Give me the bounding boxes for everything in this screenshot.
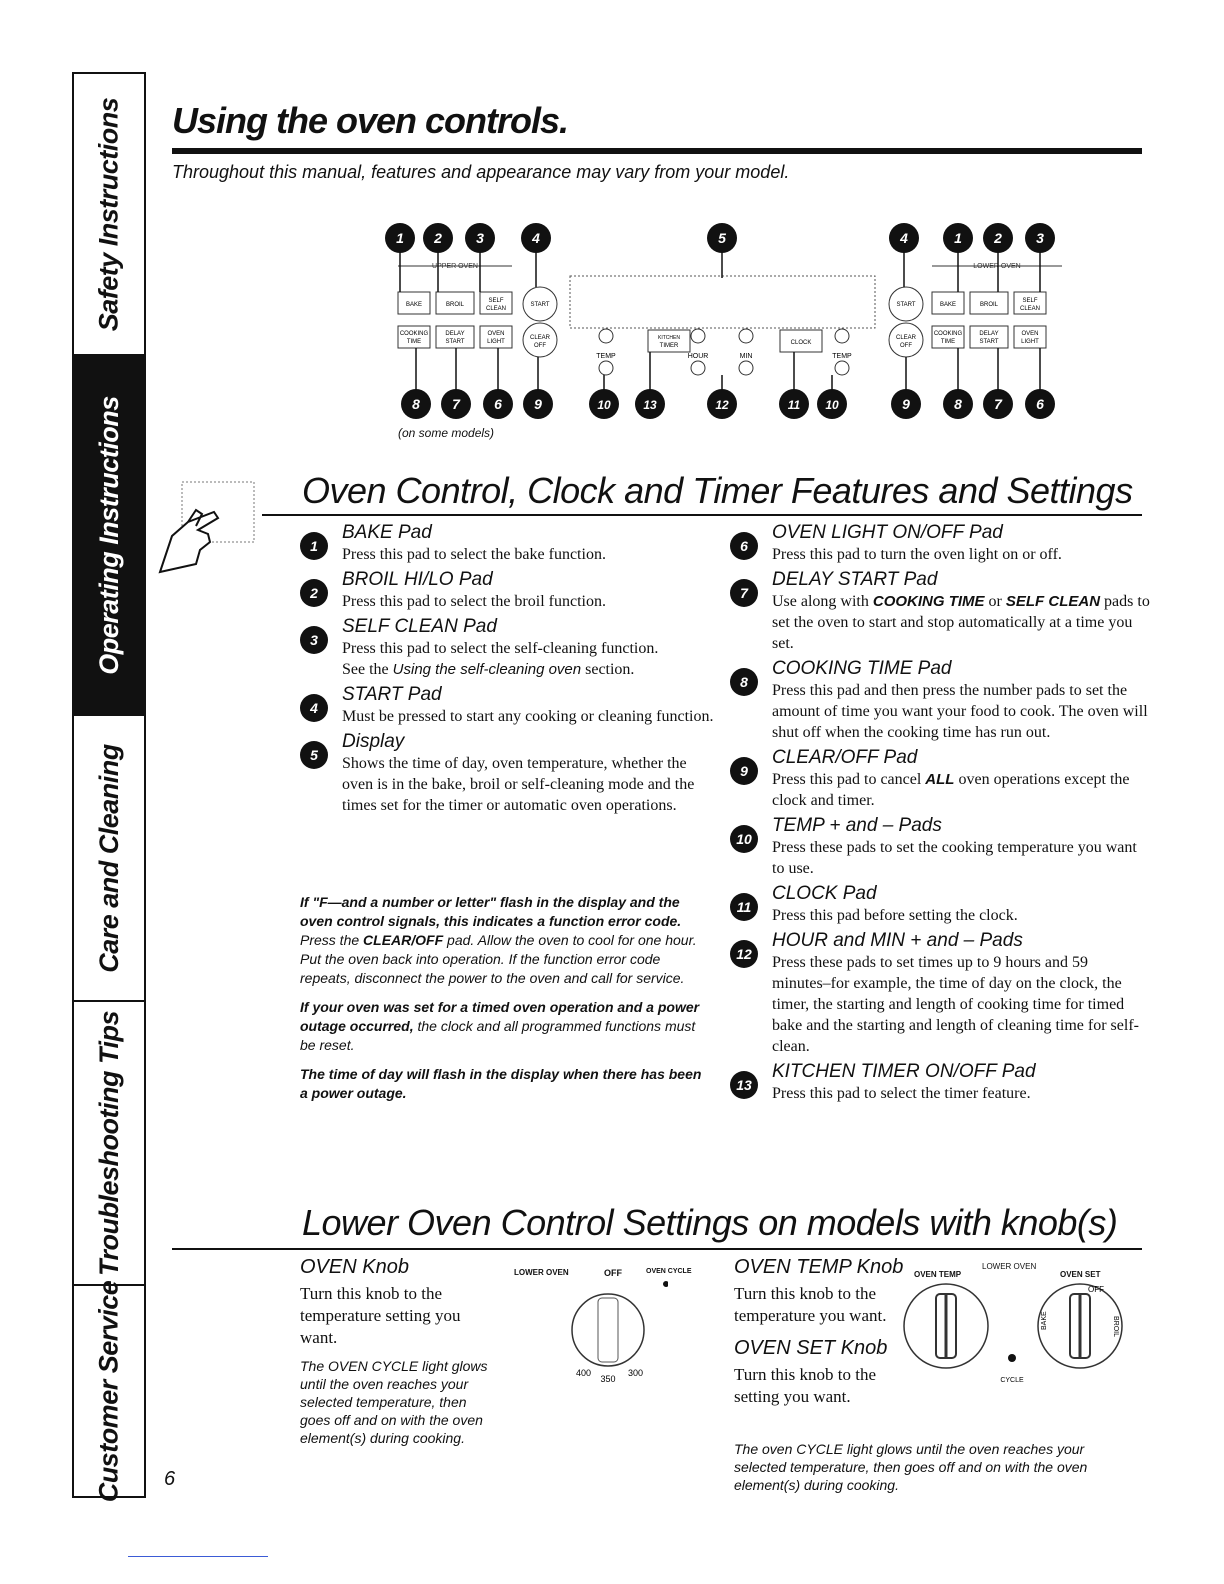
tab-label: Troubleshooting Tips	[93, 1010, 124, 1276]
oven-temp-knob-icon	[904, 1284, 988, 1368]
feature-number: 11	[730, 893, 758, 921]
svg-text:OVEN: OVEN	[487, 331, 505, 337]
feature-item	[730, 522, 1150, 565]
oven-knob-name: OVEN Knob	[300, 1256, 409, 1278]
oven-knob-note: The OVEN CYCLE light glows until the oven reaches your selected temperature, then goes off and on with the oven element(s) during cooking.	[300, 1358, 488, 1446]
control-panel-diagram	[380, 218, 1070, 458]
feature-name: HOUR and MIN + and – Pads	[772, 930, 1023, 951]
top-callout-label: 1	[396, 230, 404, 246]
svg-text:DELAY: DELAY	[445, 331, 465, 337]
bottom-callout-label: 6	[1036, 396, 1044, 412]
feature-item	[730, 815, 1150, 879]
svg-text:TEMP: TEMP	[832, 353, 852, 360]
svg-text:CLOCK: CLOCK	[790, 340, 812, 346]
top-callout-label: 2	[434, 230, 442, 246]
svg-text:BAKE: BAKE	[405, 302, 423, 308]
svg-text:BAKE: BAKE	[1041, 1311, 1048, 1330]
page-number: 6	[164, 1468, 176, 1490]
panel-note: (on some models)	[398, 426, 495, 440]
section-tabs	[72, 72, 146, 1502]
features-right-column	[730, 522, 1150, 1108]
feature-name: BAKE Pad	[342, 522, 432, 543]
svg-text:HOUR: HOUR	[687, 353, 709, 360]
top-callout-label: 3	[1036, 230, 1044, 246]
oven-knob-desc: Turn this knob to the temperature setting you want.	[300, 1284, 461, 1347]
svg-text:SELF: SELF	[1022, 298, 1038, 304]
bottom-callout-label: 10	[825, 398, 839, 412]
svg-text:START: START	[896, 302, 916, 308]
svg-text:BAKE: BAKE	[939, 302, 957, 308]
bottom-callout-label: 8	[412, 396, 420, 412]
feature-item	[730, 658, 1150, 743]
oven-knob-illustration: LOWER OVEN OFF OVEN CYCLE 350 400 300	[508, 1262, 708, 1392]
lower-oven-label: LOWER OVEN	[973, 263, 1021, 270]
features-left-column	[300, 522, 720, 820]
oven-set-knob-name: OVEN SET Knob	[734, 1337, 888, 1359]
svg-text:CLEAR: CLEAR	[529, 335, 551, 341]
svg-text:OVEN: OVEN	[1021, 331, 1039, 337]
footer-line	[128, 1556, 268, 1557]
svg-text:TIMER: TIMER	[659, 343, 679, 349]
svg-text:START: START	[445, 339, 465, 345]
svg-text:CYCLE: CYCLE	[1000, 1377, 1024, 1384]
svg-text:LIGHT: LIGHT	[487, 339, 505, 345]
feature-desc: Press this pad before setting the clock.	[772, 907, 1018, 924]
feature-number: 5	[300, 741, 328, 769]
top-callout-label: 1	[954, 230, 962, 246]
bottom-callout-label: 10	[597, 398, 611, 412]
feature-number: 1	[300, 532, 328, 560]
oven-set-knob-desc: Turn this knob to the setting you want.	[734, 1365, 877, 1406]
svg-text:CLEAR: CLEAR	[895, 335, 917, 341]
svg-text:SELF: SELF	[488, 298, 504, 304]
feature-item	[300, 731, 720, 816]
bottom-callout-label: 9	[534, 396, 542, 412]
feature-desc: Shows the time of day, oven temperature, whether the oven is in the bake, broil or self-cleaning mode and the times set for the timer or automatic oven operations.	[342, 755, 695, 814]
svg-text:OFF: OFF	[534, 343, 546, 349]
feature-item	[730, 930, 1150, 1057]
top-callout-label: 4	[532, 230, 540, 246]
svg-text:300: 300	[628, 1368, 644, 1378]
oven-knob-block	[300, 1256, 500, 1447]
feature-name: START Pad	[342, 684, 442, 705]
knob-heading: Lower Oven Control Settings on models with knob(s)	[302, 1202, 1118, 1243]
feature-item	[730, 1061, 1150, 1104]
tab-label: Operating Instructions	[93, 395, 124, 675]
page-title: Using the oven controls.	[172, 100, 569, 141]
oven-set-knob-icon	[1038, 1284, 1122, 1368]
oven-knob-dial-icon	[548, 1278, 668, 1388]
feature-item	[300, 569, 720, 612]
page-subtitle: Throughout this manual, features and appearance may vary from your model.	[172, 162, 790, 182]
notes-block	[300, 893, 710, 1113]
note-error-code: If "F—and a number or letter" flash in the display and the oven control signals, this indicates a function error code. Press the CLEAR/OFF pad. Allow the oven to cool for one hour. Put the oven back into operation. If the function error code repeats, disconnect the power to the oven and call for service.	[300, 894, 697, 986]
oven-set-knob-note: The oven CYCLE light glows until the oven reaches your selected temperature, then goes off and on with the oven element(s) during cooking.	[734, 1441, 1088, 1493]
feature-name: COOKING TIME Pad	[772, 658, 952, 679]
knob-rule	[172, 1248, 1142, 1250]
bottom-callout-label: 12	[715, 398, 729, 412]
feature-name: CLEAR/OFF Pad	[772, 747, 918, 768]
svg-text:TEMP: TEMP	[596, 353, 616, 360]
svg-text:BROIL: BROIL	[1112, 1316, 1119, 1338]
feature-number: 13	[730, 1071, 758, 1099]
feature-item	[300, 522, 720, 565]
tab-customer-service[interactable]	[74, 1280, 144, 1502]
svg-text:CLEAN: CLEAN	[485, 306, 507, 312]
top-callout-label: 4	[900, 230, 908, 246]
top-callout-label: 5	[718, 230, 726, 246]
oven-temp-knob-block	[734, 1256, 904, 1408]
svg-text:TIME: TIME	[940, 339, 956, 345]
oven-temp-knob-desc: Turn this knob to the temperature you want.	[734, 1284, 887, 1325]
svg-text:400: 400	[576, 1368, 592, 1378]
features-rule	[262, 514, 1142, 516]
feature-desc-ref: See the Using the self-cleaning oven section.	[342, 661, 635, 678]
tab-label: Safety Instructions	[93, 97, 124, 331]
cycle-light-icon	[1008, 1354, 1016, 1362]
feature-number: 6	[730, 532, 758, 560]
feature-number: 3	[300, 626, 328, 654]
feature-name: SELF CLEAN Pad	[342, 616, 497, 637]
svg-text:OFF: OFF	[1088, 1285, 1104, 1294]
feature-desc: Press this pad to cancel ALL oven operations except the clock and timer.	[772, 771, 1130, 809]
upper-oven-label: UPPER OVEN	[432, 263, 478, 270]
feature-number: 12	[730, 940, 758, 968]
tab-label: Customer Service	[93, 1280, 124, 1502]
svg-text:DELAY: DELAY	[979, 331, 999, 337]
feature-number: 4	[300, 694, 328, 722]
feature-desc: Press this pad to select the timer feature.	[772, 1085, 1031, 1102]
display-window	[570, 276, 875, 328]
feature-name: OVEN LIGHT ON/OFF Pad	[772, 522, 1003, 543]
bottom-callout-label: 9	[902, 396, 910, 412]
svg-text:TIME: TIME	[406, 339, 422, 345]
top-callout-label: 3	[476, 230, 484, 246]
bottom-callout-label: 8	[954, 396, 962, 412]
oven-temp-set-knobs-illustration: OVEN TEMP LOWER OVEN OVEN SET CYCLE OFF BAKE BROIL	[900, 1262, 1140, 1402]
feature-number: 10	[730, 825, 758, 853]
feature-name: BROIL HI/LO Pad	[342, 569, 493, 590]
title-rule	[172, 148, 1142, 154]
svg-text:CLEAN: CLEAN	[1019, 306, 1041, 312]
svg-text:LIGHT: LIGHT	[1021, 339, 1039, 345]
bottom-callout-label: 6	[494, 396, 502, 412]
note-power-outage: If your oven was set for a timed oven operation and a power outage occurred, the clock and all programmed functions must be reset.	[300, 999, 700, 1053]
feature-item	[730, 747, 1150, 811]
feature-desc: Press this pad and then press the number pads to set the amount of time you want your food to cook. The oven will shut off when the cooking time has run out.	[772, 682, 1148, 741]
svg-text:MIN: MIN	[739, 353, 753, 360]
tab-operating-instructions[interactable]	[74, 356, 144, 716]
tab-troubleshooting-tips[interactable]	[74, 1002, 144, 1286]
feature-name: DELAY START Pad	[772, 569, 938, 590]
feature-item	[300, 684, 720, 727]
svg-text:START: START	[979, 339, 999, 345]
svg-text:350: 350	[600, 1374, 616, 1384]
feature-number: 2	[300, 579, 328, 607]
features-heading: Oven Control, Clock and Timer Features and Settings	[302, 470, 1133, 511]
feature-name: CLOCK Pad	[772, 883, 877, 904]
bottom-callout-label: 13	[643, 398, 657, 412]
svg-text:START: START	[530, 302, 550, 308]
feature-desc: Press this pad to select the broil function.	[342, 593, 606, 610]
feature-item	[300, 616, 720, 680]
feature-number: 7	[730, 579, 758, 607]
bottom-callout-label: 7	[452, 396, 460, 412]
feature-desc: Press this pad to select the self-cleaning function.	[342, 640, 659, 657]
svg-text:COOKING: COOKING	[933, 331, 963, 337]
bottom-callout-label: 7	[994, 396, 1002, 412]
top-callout-label: 2	[994, 230, 1002, 246]
feature-desc: Must be pressed to start any cooking or cleaning function.	[342, 708, 714, 725]
note-time-flash: The time of day will flash in the display when there has been a power outage.	[300, 1066, 702, 1101]
feature-item	[730, 569, 1150, 654]
tab-care-and-cleaning[interactable]	[74, 716, 144, 1002]
feature-item	[730, 883, 1150, 926]
svg-text:BROIL: BROIL	[979, 302, 999, 308]
feature-name: KITCHEN TIMER ON/OFF Pad	[772, 1061, 1036, 1082]
svg-text:COOKING: COOKING	[399, 331, 429, 337]
oven-temp-knob-name: OVEN TEMP Knob	[734, 1256, 904, 1278]
feature-desc: Press these pads to set the cooking temperature you want to use.	[772, 839, 1137, 877]
svg-text:OFF: OFF	[900, 343, 912, 349]
hand-pointing-icon	[152, 476, 262, 576]
feature-name: TEMP + and – Pads	[772, 815, 942, 836]
feature-number: 9	[730, 757, 758, 785]
feature-number: 8	[730, 668, 758, 696]
feature-desc: Press this pad to select the bake function.	[342, 546, 606, 563]
feature-desc: Press this pad to turn the oven light on or off.	[772, 546, 1062, 563]
tab-label: Care and Cleaning	[93, 743, 124, 973]
feature-desc: Use along with COOKING TIME or SELF CLEAN pads to set the oven to start and stop automatically at a time you set.	[772, 593, 1150, 652]
bottom-callout-label: 11	[787, 398, 801, 412]
feature-desc: Press these pads to set times up to 9 hours and 59 minutes–for example, the time of day on the clock, the timer, the starting and length of cooking time for timed bake and the starting and length of cleaning time for self-clean.	[772, 954, 1139, 1055]
svg-text:BROIL: BROIL	[445, 302, 465, 308]
feature-name: Display	[342, 731, 405, 752]
tab-safety-instructions[interactable]	[74, 74, 144, 356]
svg-text:KITCHEN: KITCHEN	[658, 335, 680, 341]
